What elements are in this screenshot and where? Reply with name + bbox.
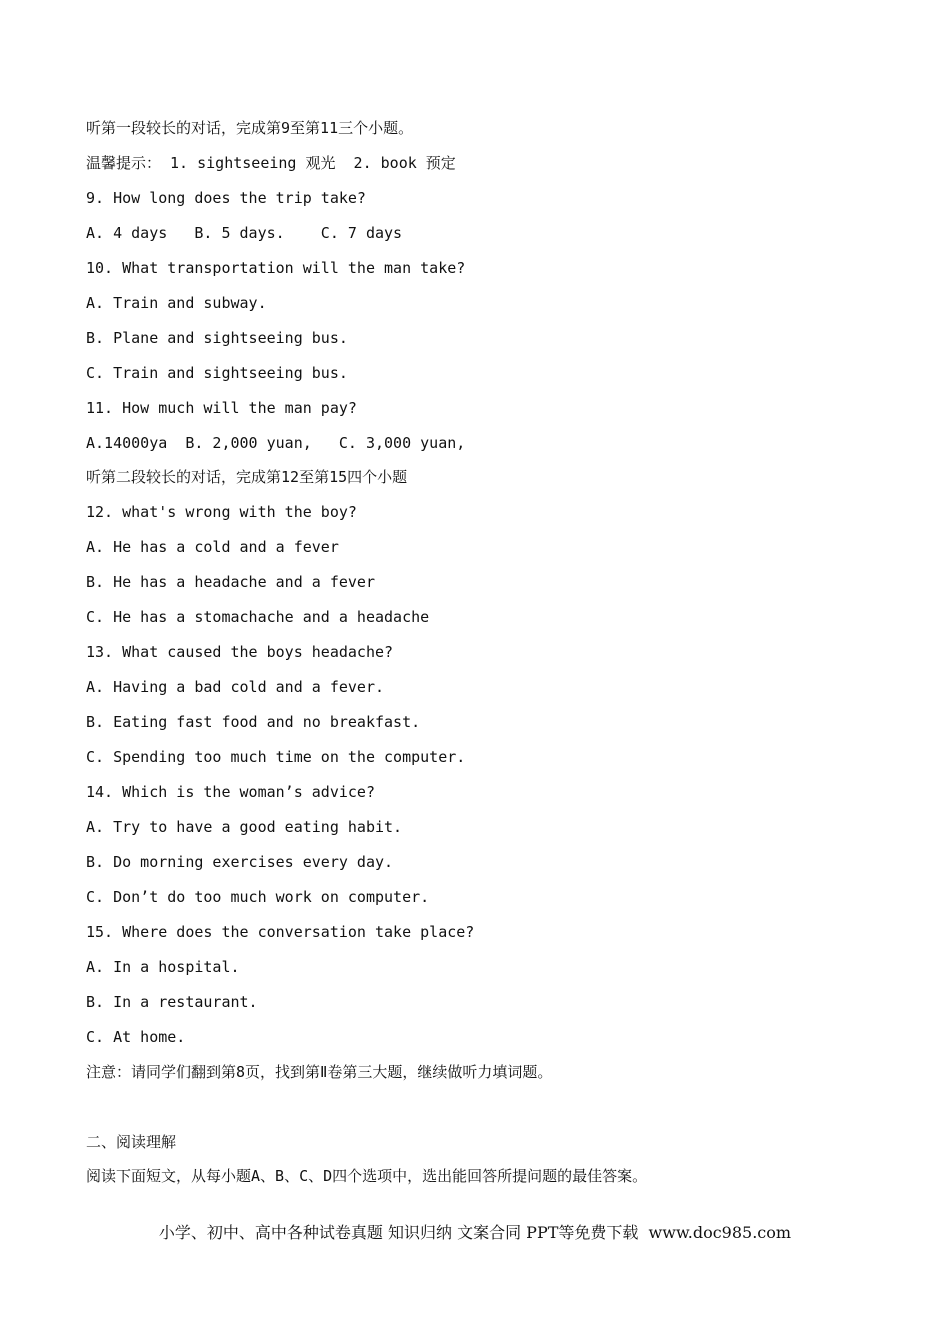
question-10-option-a: A. Train and subway.: [86, 294, 267, 312]
question-14: 14. Which is the woman’s advice?: [86, 783, 375, 801]
section-2-instruction: 听第二段较长的对话，完成第12至第15四个小题: [86, 468, 408, 486]
question-11: 11. How much will the man pay?: [86, 399, 357, 417]
reading-instruction: 阅读下面短文，从每小题A、B、C、D四个选项中，选出能回答所提问题的最佳答案。: [86, 1167, 648, 1185]
question-15-option-b: B. In a restaurant.: [86, 993, 258, 1011]
question-12-option-c: C. He has a stomachache and a headache: [86, 608, 430, 626]
question-15-option-a: A. In a hospital.: [86, 958, 240, 976]
note-turn-page: 注意：请同学们翻到第8页，找到第Ⅱ卷第三大题，继续做听力填词题。: [86, 1063, 553, 1081]
question-12: 12. what's wrong with the boy?: [86, 503, 357, 521]
question-13-option-a: A. Having a bad cold and a fever.: [86, 678, 385, 696]
question-14-option-b: B. Do morning exercises every day.: [86, 853, 394, 871]
question-9-options: A. 4 days B. 5 days. C. 7 days: [86, 224, 403, 242]
vocabulary-hint: 温馨提示： 1. sightseeing 观光 2. book 预定: [86, 154, 456, 172]
question-12-option-b: B. He has a headache and a fever: [86, 573, 375, 591]
page-footer: 小学、初中、高中各种试卷真题 知识归纳 文案合同 PPT等免费下载 www.doc985.com: [158, 1223, 792, 1242]
section-1-instruction: 听第一段较长的对话，完成第9至第11三个小题。: [86, 119, 414, 137]
question-14-option-a: A. Try to have a good eating habit.: [86, 818, 403, 836]
question-10-option-b: B. Plane and sightseeing bus.: [86, 329, 348, 347]
question-13-option-c: C. Spending too much time on the computer.: [86, 748, 466, 766]
question-10-option-c: C. Train and sightseeing bus.: [86, 364, 348, 382]
question-12-option-a: A. He has a cold and a fever: [86, 538, 339, 556]
question-13: 13. What caused the boys headache?: [86, 643, 394, 661]
section-heading-reading: 二、阅读理解: [86, 1133, 177, 1151]
question-9: 9. How long does the trip take?: [86, 189, 366, 207]
question-11-options: A.14000ya B. 2,000 yuan, C. 3,000 yuan,: [86, 434, 466, 452]
question-15-option-c: C. At home.: [86, 1028, 186, 1046]
question-15: 15. Where does the conversation take place?: [86, 923, 475, 941]
question-10: 10. What transportation will the man take?: [86, 259, 466, 277]
question-14-option-c: C. Don’t do too much work on computer.: [86, 888, 430, 906]
question-13-option-b: B. Eating fast food and no breakfast.: [86, 713, 421, 731]
